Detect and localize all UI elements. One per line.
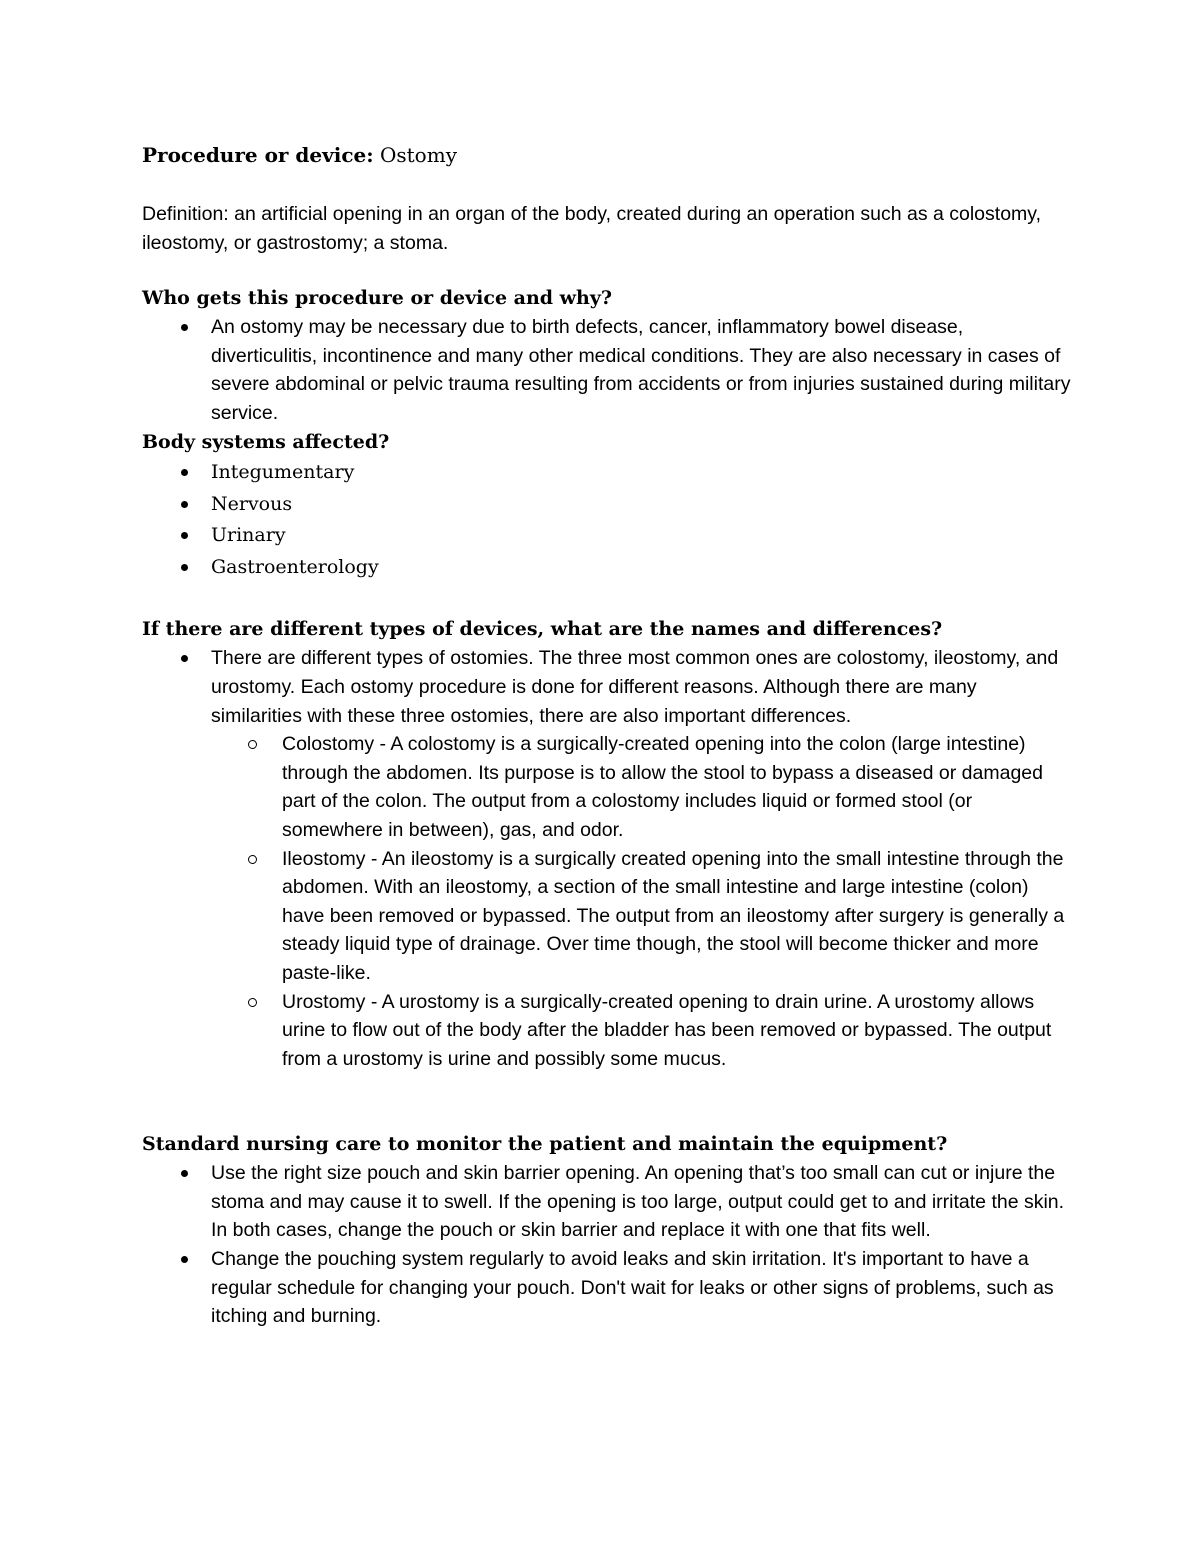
spacer [142,258,1072,283]
procedure-title [142,139,1072,171]
list-item: Gastroenterology [142,552,1072,584]
spacer [142,1073,1072,1129]
types-list [142,644,1072,1073]
list-item: Nervous [142,489,1072,521]
spacer [142,171,1072,200]
types-heading: If there are different types of devices, what are the names and differences? [142,618,943,641]
care-list [142,1159,1072,1331]
list-item: Urinary [142,520,1072,552]
list-item: Change the pouching system regularly to avoid leaks and skin irritation. It's important to have a regular schedule for changing your pouch. Don't wait for leaks or other signs of problems, such as itching and burning. [142,1245,1072,1331]
list-item: Colostomy - A colostomy is a surgically-created opening into the colon (large intestine) through the abdomen. Its purpose is to allow the stool to bypass a diseased or damaged part of the colon. The output from a colostomy includes liquid or formed stool (or somewhere in between), gas, and odor. [211,730,1072,844]
list-item: Ileostomy - An ileostomy is a surgically created opening into the small intestine through the abdomen. With an ileostomy, a section of the small intestine and large intestine (colon) have been removed or bypassed. The output from an ileostomy after surgery is generally a steady liquid type of drainage. Over time though, the stool will become thicker and more paste-like. [211,845,1072,988]
who-heading: Who gets this procedure or device and why? [142,287,613,309]
definition-paragraph: Definition: an artificial opening in an organ of the body, created during an operation such as a colostomy, ileostomy, or gastrostomy; a stoma. [142,203,1041,254]
systems-heading: Body systems affected? [142,431,390,454]
types-intro: There are different types of ostomies. The three most common ones are colostomy, ileostomy, and urostomy. Each ostomy procedure is done for different reasons. Although there are many similarities with these three ostomies, there are also important differences. [211,647,1059,727]
list-item: Urostomy - A urostomy is a surgically-created opening to drain urine. A urostomy allows urine to flow out of the body after the bladder has been removed or bypassed. The output from a urostomy is urine and possibly some mucus. [211,988,1072,1074]
list-item: Use the right size pouch and skin barrier opening. An opening that’s too small can cut or injure the stoma and may cause it to swell. If the opening is too large, output could get to and irritate the skin. In both cases, change the pouch or skin barrier and replace it with one that fits well. [142,1159,1072,1245]
list-item [142,644,1072,1073]
list-item: An ostomy may be necessary due to birth defects, cancer, inflammatory bowel disease, diverticulitis, incontinence and many other medical conditions. They are also necessary in cases of severe abdominal or pelvic trauma resulting from accidents or from injuries sustained during military service. [142,313,1072,427]
procedure-title-label: Procedure or device: [142,143,374,167]
systems-list [142,457,1072,583]
spacer [142,583,1072,614]
who-list [142,313,1072,427]
care-heading: Standard nursing care to monitor the patient and maintain the equipment? [142,1133,948,1156]
procedure-title-value: Ostomy [379,143,457,167]
list-item: Integumentary [142,457,1072,489]
document-body [142,139,1072,1331]
types-sublist [211,730,1072,1073]
